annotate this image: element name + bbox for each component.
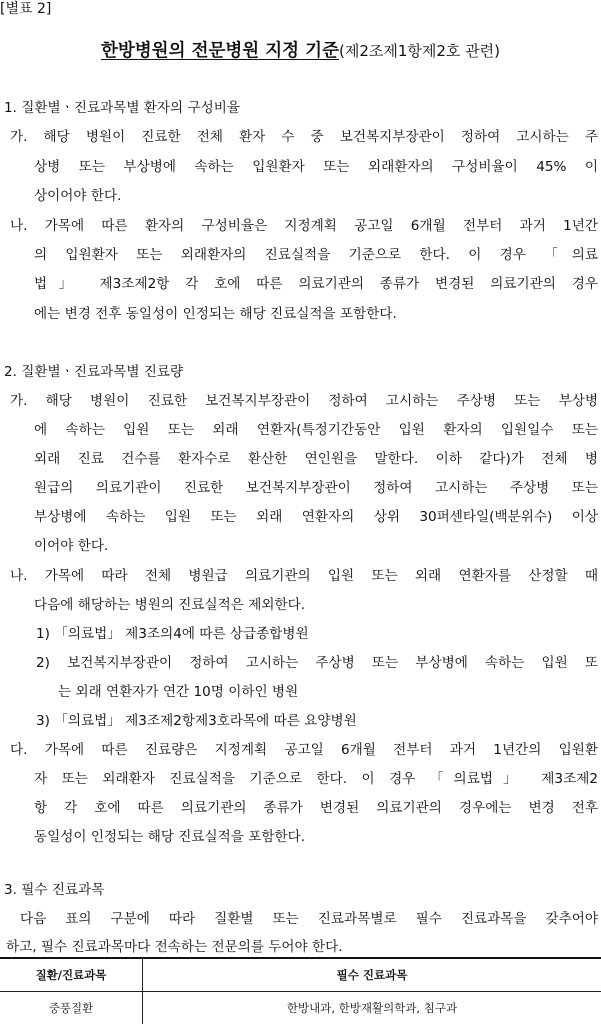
title-main: 한방병원의 전문병원 지정 기준 xyxy=(101,41,339,61)
text-line: 나. 가목에 따른 환자의 구성비율은 지정계획 공고일 6개월 전부터 과거 1년간 xyxy=(10,216,598,236)
table-header-cell: 질환/진료과목 xyxy=(0,958,143,992)
text-line: 외래 진료 건수를 환자수로 환산한 연인원을 말한다. 이하 같다)가 전체 병 xyxy=(34,449,598,469)
table-header-cell: 필수 진료과목 xyxy=(143,958,601,992)
text-line: 에 속하는 입원 또는 외래 연환자(특정기간동안 입원 환자의 입원일수 또는 xyxy=(34,420,598,440)
text-line: 원급의 의료기관이 진료한 보건복지부장관이 정하여 고시하는 주상병 또는 xyxy=(34,478,598,498)
text-line: 가. 해당 병원이 진료한 전체 환자 수 중 보건복지부장관이 정하여 고시하는 주 xyxy=(10,127,598,147)
table-header-row xyxy=(0,958,601,992)
section-3-heading: 3. 필수 진료과목 xyxy=(4,880,104,900)
text-line: 나. 가목에 따라 전체 병원급 의료기관의 입원 또는 외래 연환자를 산정할 때 xyxy=(10,566,598,586)
text-line: 는 외래 연환자가 연간 10명 이하인 병원 xyxy=(58,682,298,702)
appendix-tag: [별표 2] xyxy=(0,0,51,18)
text-line: 의 입원환자 또는 외래환자의 진료실적을 기준으로 한다. 이 경우 「의료 xyxy=(34,245,598,265)
text-line: 다. 가목에 따른 진료량은 지정계획 공고일 6개월 전부터 과거 1년간의 입원환 xyxy=(10,740,598,760)
table-row xyxy=(0,992,601,1024)
list-item: 1) 「의료법」 제3조의4에 따른 상급종합병원 xyxy=(36,624,309,644)
text-line: 다음 표의 구분에 따라 질환별 또는 진료과목별로 필수 진료과목을 갖추어야 xyxy=(20,909,598,929)
text-line: 항 각 호에 따른 의료기관의 종류가 변경된 의료기관의 경우에는 변경 전후 xyxy=(34,798,598,818)
section-1-heading: 1. 질환별ㆍ진료과목별 환자의 구성비율 xyxy=(4,98,240,118)
text-line: 상병 또는 부상병에 속하는 입원환자 또는 외래환자의 구성비율이 45% 이 xyxy=(34,157,598,177)
text-line: 하고, 필수 진료과목마다 전속하는 전문의를 두어야 한다. xyxy=(6,937,343,957)
table-cell: 한방내과, 한방재활의학과, 침구과 xyxy=(143,992,601,1024)
list-item: 3) 「의료법」 제3조제2항제3호라목에 따른 요양병원 xyxy=(36,711,357,731)
section-2-heading: 2. 질환별ㆍ진료과목별 진료량 xyxy=(4,362,183,382)
text-line: 자 또는 외래환자 진료실적을 기준으로 한다. 이 경우 「의료법」 제3조제2 xyxy=(34,769,598,789)
text-line: 다음에 해당하는 병원의 진료실적은 제외한다. xyxy=(34,595,305,615)
text-line: 에는 변경 전후 동일성이 인정되는 해당 진료실적을 포함한다. xyxy=(34,304,397,324)
text-line: 부상병에 속하는 입원 또는 외래 연환자의 상위 30퍼센타일(백분위수) 이상 xyxy=(34,507,598,527)
list-item: 2) 보건복지부장관이 정하여 고시하는 주상병 또는 부상병에 속하는 입원 또 xyxy=(36,653,598,673)
required-subjects-table xyxy=(0,957,601,1024)
title-sub: (제2조제1항제2호 관련) xyxy=(339,42,500,60)
text-line: 이어야 한다. xyxy=(34,536,108,556)
table-cell: 중풍질환 xyxy=(0,992,143,1024)
text-line: 가. 해당 병원이 진료한 보건복지부장관이 정하여 고시하는 주상병 또는 부상병 xyxy=(10,391,598,411)
text-line: 동일성이 인정되는 해당 진료실적을 포함한다. xyxy=(34,827,305,847)
page-title xyxy=(0,37,601,62)
text-line: 상이어야 한다. xyxy=(34,186,121,206)
text-line: 법」 제3조제2항 각 호에 따른 의료기관의 종류가 변경된 의료기관의 경우 xyxy=(34,274,598,294)
